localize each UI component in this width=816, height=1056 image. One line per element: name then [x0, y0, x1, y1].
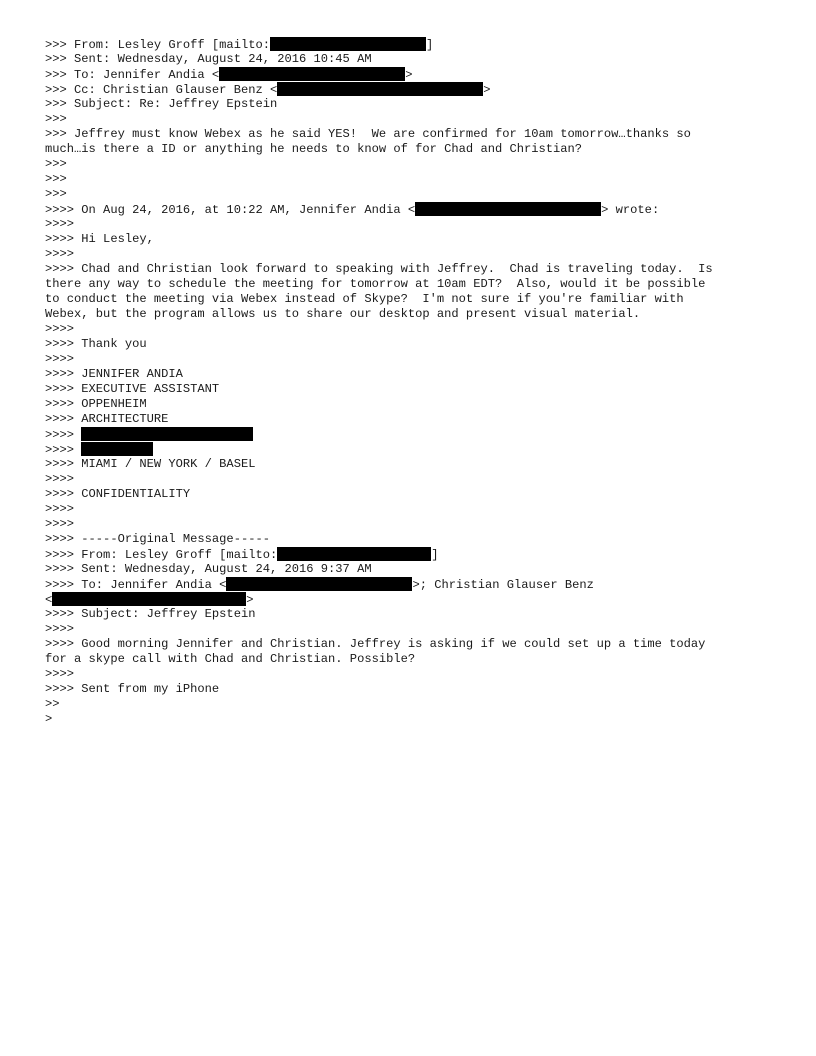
line-text: >>>> Good morning Jennifer and Christian. Jeffrey is asking if we could set up a time today: [45, 637, 706, 651]
line-text: >>> Jeffrey must know Webex as he said YES! We are confirmed for 10am tomorrow…thanks so: [45, 127, 691, 141]
line-text: much…is there a ID or anything he needs to know of for Chad and Christian?: [45, 142, 583, 156]
line-text: >>>> Subject: Jeffrey Epstein: [45, 607, 256, 621]
email-line: [45, 502, 785, 517]
email-line: [45, 652, 785, 667]
email-line: [45, 232, 785, 247]
email-line: [45, 187, 785, 202]
email-line: [45, 682, 785, 697]
line-text: >>> Sent: Wednesday, August 24, 2016 10:45 AM: [45, 52, 372, 66]
email-line: [45, 142, 785, 157]
email-line: [45, 247, 785, 262]
redaction-bar: [277, 547, 431, 561]
email-line: [45, 217, 785, 232]
email-line: [45, 202, 785, 217]
email-line: [45, 472, 785, 487]
email-line: [45, 457, 785, 472]
email-line: [45, 367, 785, 382]
email-line: [45, 562, 785, 577]
line-text: >>> Subject: Re: Jeffrey Epstein: [45, 97, 278, 111]
line-text: >>>>: [45, 622, 75, 636]
email-line: [45, 157, 785, 172]
line-text-before: <: [45, 593, 53, 607]
line-text: >>>> ARCHITECTURE: [45, 412, 169, 426]
line-text: >>>> Sent from my iPhone: [45, 682, 220, 696]
email-line: [45, 37, 785, 52]
redaction-bar: [415, 202, 601, 216]
email-line: [45, 547, 785, 562]
email-line: [45, 262, 785, 277]
email-line: [45, 442, 785, 457]
email-line: [45, 292, 785, 307]
email-line: [45, 712, 785, 727]
email-document: [45, 37, 785, 727]
line-text-before: >>>>: [45, 428, 82, 442]
email-line: [45, 577, 785, 592]
redaction-bar: [226, 577, 412, 591]
line-text: >: [45, 712, 53, 726]
email-line: [45, 397, 785, 412]
line-text: Webex, but the program allows us to share our desktop and present visual material.: [45, 307, 641, 321]
line-text-before: >>>> To: Jennifer Andia <: [45, 578, 227, 592]
email-line: [45, 127, 785, 142]
line-text: >>>: [45, 112, 67, 126]
email-line: [45, 82, 785, 97]
email-line: [45, 97, 785, 112]
line-text: >>>> JENNIFER ANDIA: [45, 367, 183, 381]
line-text: >>: [45, 697, 60, 711]
email-line: [45, 622, 785, 637]
email-line: [45, 532, 785, 547]
line-text: >>>>: [45, 352, 75, 366]
redaction-bar: [277, 82, 483, 96]
line-text-before: >>>>: [45, 443, 82, 457]
line-text-after: > wrote:: [601, 203, 660, 217]
line-text-after: >: [405, 68, 413, 82]
email-line: [45, 382, 785, 397]
line-text: there any way to schedule the meeting for tomorrow at 10am EDT? Also, would it be possible: [45, 277, 706, 291]
line-text-after: >; Christian Glauser Benz: [412, 578, 594, 592]
line-text: >>>> Sent: Wednesday, August 24, 2016 9:37 AM: [45, 562, 372, 576]
line-text: for a skype call with Chad and Christian. Possible?: [45, 652, 416, 666]
line-text-after: ]: [425, 38, 434, 52]
email-line: [45, 697, 785, 712]
line-text: >>>> Hi Lesley,: [45, 232, 154, 246]
email-line: [45, 427, 785, 442]
line-text: >>>> EXECUTIVE ASSISTANT: [45, 382, 220, 396]
email-line: [45, 322, 785, 337]
redaction-bar: [270, 37, 426, 51]
email-line: [45, 667, 785, 682]
email-line: [45, 412, 785, 427]
email-line: [45, 277, 785, 292]
email-line: [45, 592, 785, 607]
line-text: >>>>: [45, 322, 75, 336]
email-line: [45, 67, 785, 82]
line-text: >>>> Thank you: [45, 337, 147, 351]
line-text: >>>>: [45, 217, 75, 231]
line-text: >>>> Chad and Christian look forward to speaking with Jeffrey. Chad is traveling today. Is: [45, 262, 713, 276]
email-line: [45, 352, 785, 367]
line-text: >>>: [45, 172, 67, 186]
line-text: >>>: [45, 157, 67, 171]
line-text-before: >>> To: Jennifer Andia <: [45, 68, 220, 82]
email-line: [45, 112, 785, 127]
line-text: >>>>: [45, 517, 75, 531]
line-text: >>>> MIAMI / NEW YORK / BASEL: [45, 457, 256, 471]
line-text-before: >>> Cc: Christian Glauser Benz <: [45, 83, 278, 97]
redaction-bar: [219, 67, 405, 81]
line-text-before: >>> From: Lesley Groff [mailto:: [45, 38, 270, 52]
line-text-before: >>>> On Aug 24, 2016, at 10:22 AM, Jennifer Andia <: [45, 203, 416, 217]
line-text-after: >: [246, 593, 254, 607]
line-text: to conduct the meeting via Webex instead of Skype? I'm not sure if you're familiar with: [45, 292, 684, 306]
email-line: [45, 487, 785, 502]
line-text-before: >>>> From: Lesley Groff [mailto:: [45, 548, 278, 562]
email-line: [45, 337, 785, 352]
email-line: [45, 52, 785, 67]
redaction-bar: [81, 442, 153, 456]
line-text: >>>: [45, 187, 67, 201]
line-text: >>>>: [45, 247, 75, 261]
redaction-bar: [81, 427, 253, 441]
line-text-after: ]: [431, 548, 439, 562]
line-text-after: >: [483, 83, 491, 97]
email-line: [45, 607, 785, 622]
email-line: [45, 307, 785, 322]
email-line: [45, 637, 785, 652]
line-text: >>>> CONFIDENTIALITY: [45, 487, 191, 501]
email-line: [45, 517, 785, 532]
email-line: [45, 172, 785, 187]
line-text: >>>>: [45, 472, 75, 486]
line-text: >>>>: [45, 502, 75, 516]
line-text: >>>> OPPENHEIM: [45, 397, 147, 411]
redaction-bar: [52, 592, 246, 606]
line-text: >>>> -----Original Message-----: [45, 532, 270, 546]
line-text: >>>>: [45, 667, 75, 681]
